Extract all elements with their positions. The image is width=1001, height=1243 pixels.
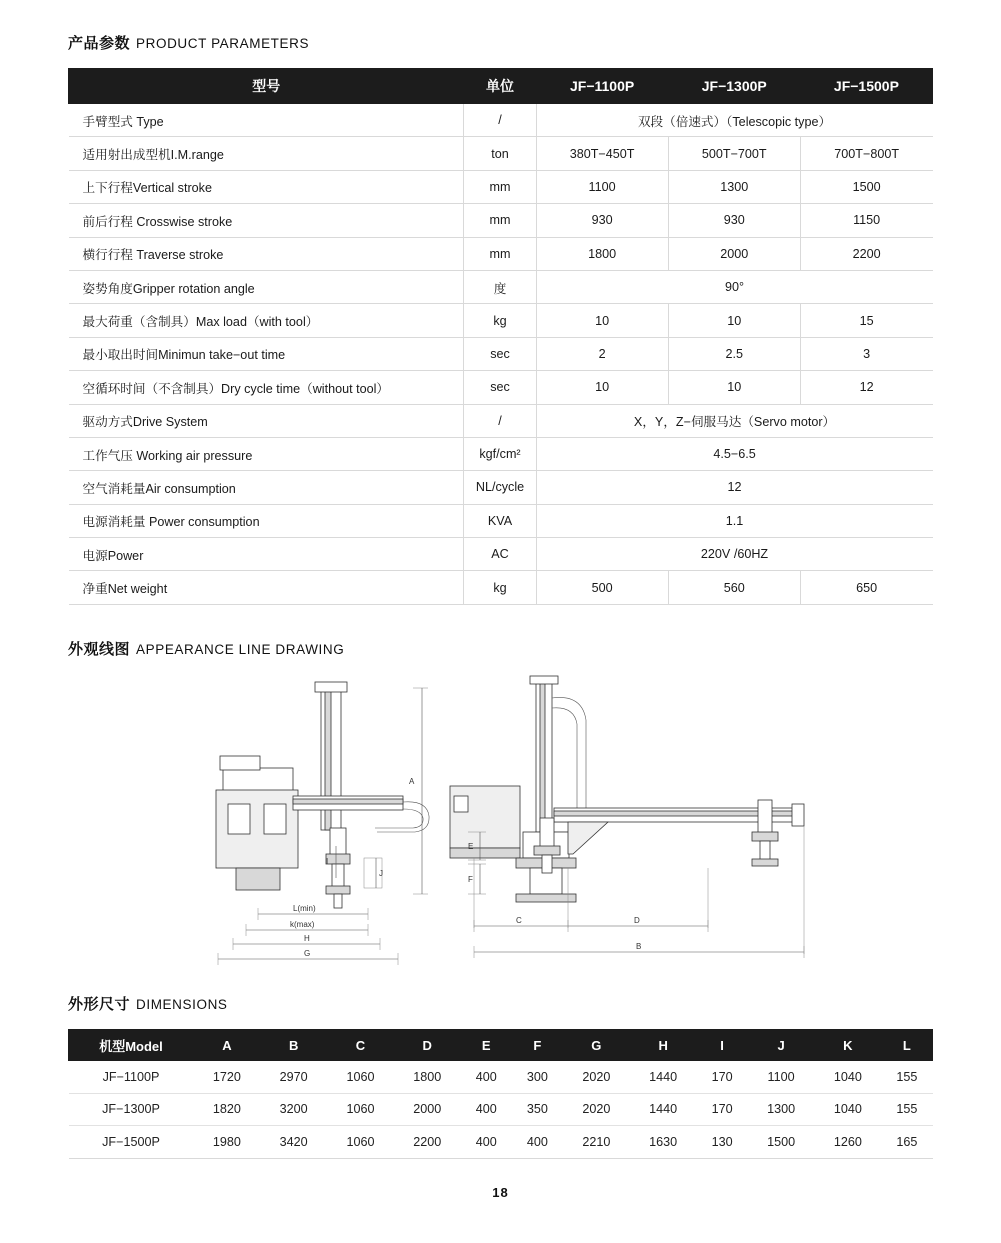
- row-value-jf1100p: 1100: [536, 170, 668, 203]
- dim-label-lmin: L(min): [293, 904, 316, 913]
- cell-a: 1980: [194, 1126, 261, 1159]
- header-jf1500p: JF−1500P: [800, 69, 932, 104]
- table-row: [69, 337, 933, 370]
- dim-label-b: B: [636, 942, 642, 951]
- cell-c: 1060: [327, 1061, 394, 1094]
- cell-c: 1060: [327, 1126, 394, 1159]
- row-unit: sec: [464, 337, 536, 370]
- row-unit: /: [464, 104, 536, 137]
- cell-model: JF−1500P: [69, 1126, 194, 1159]
- dim-label-kmax: k(max): [290, 920, 315, 929]
- cell-j: 1100: [748, 1061, 815, 1094]
- row-value-jf1300p: 10: [668, 371, 800, 404]
- cell-e: 400: [461, 1126, 512, 1159]
- row-unit: kg: [464, 304, 536, 337]
- row-value-jf1500p: 3: [800, 337, 932, 370]
- table-row: [69, 1061, 933, 1094]
- row-span-value: 双段（倍速式）（Telescopic type）: [536, 104, 932, 137]
- table-row: [69, 304, 933, 337]
- cell-k: 1040: [814, 1093, 881, 1126]
- dimensions-table-body: [69, 1061, 933, 1159]
- table-row: [69, 170, 933, 203]
- row-span-value: X，Y，Z−伺服马达（Servo motor）: [536, 404, 932, 437]
- header-f: F: [512, 1030, 563, 1061]
- row-value-jf1100p: 380T−450T: [536, 137, 668, 170]
- parameters-title-cn: 产品参数: [68, 35, 131, 52]
- row-value-jf1500p: 650: [800, 571, 932, 604]
- header-d: D: [394, 1030, 461, 1061]
- row-value-jf1500p: 700T−800T: [800, 137, 932, 170]
- cell-k: 1260: [814, 1126, 881, 1159]
- row-unit: sec: [464, 371, 536, 404]
- row-label: 空气消耗量Air consumption: [69, 471, 464, 504]
- cell-g: 2210: [563, 1126, 630, 1159]
- row-value-jf1300p: 500T−700T: [668, 137, 800, 170]
- row-value-jf1500p: 15: [800, 304, 932, 337]
- cell-h: 1440: [630, 1093, 697, 1126]
- cell-i: 130: [697, 1126, 748, 1159]
- cell-a: 1820: [194, 1093, 261, 1126]
- cell-l: 155: [881, 1093, 932, 1126]
- row-value-jf1300p: 10: [668, 304, 800, 337]
- row-span-value: 1.1: [536, 504, 932, 537]
- row-span-value: 90°: [536, 270, 932, 303]
- row-unit: 度: [464, 270, 536, 303]
- row-value-jf1100p: 1800: [536, 237, 668, 270]
- header-j: J: [748, 1030, 815, 1061]
- dim-label-e: E: [468, 842, 474, 851]
- cell-l: 165: [881, 1126, 932, 1159]
- table-row: [69, 471, 933, 504]
- cell-f: 400: [512, 1126, 563, 1159]
- header-c: C: [327, 1030, 394, 1061]
- row-label: 电源Power: [69, 538, 464, 571]
- header-h: H: [630, 1030, 697, 1061]
- dimensions-table-head: [69, 1030, 933, 1061]
- row-value-jf1100p: 10: [536, 304, 668, 337]
- cell-c: 1060: [327, 1093, 394, 1126]
- row-value-jf1300p: 2000: [668, 237, 800, 270]
- cell-k: 1040: [814, 1061, 881, 1094]
- row-unit: mm: [464, 170, 536, 203]
- row-unit: mm: [464, 237, 536, 270]
- row-value-jf1100p: 10: [536, 371, 668, 404]
- robot-drawing-svg: [68, 668, 933, 978]
- row-span-value: 12: [536, 471, 932, 504]
- dimensions-table: [68, 1029, 933, 1159]
- table-row: [69, 237, 933, 270]
- cell-b: 3200: [260, 1093, 327, 1126]
- cell-l: 155: [881, 1061, 932, 1094]
- table-row: [69, 504, 933, 537]
- row-label: 手臂型式 Type: [69, 104, 464, 137]
- table-row: [69, 571, 933, 604]
- row-span-value: 220V /60HZ: [536, 538, 932, 571]
- header-e: E: [461, 1030, 512, 1061]
- row-value-jf1100p: 2: [536, 337, 668, 370]
- dim-label-g: G: [304, 949, 311, 958]
- row-span-value: 4.5−6.5: [536, 437, 932, 470]
- parameters-table: [68, 68, 933, 605]
- cell-i: 170: [697, 1061, 748, 1094]
- table-row: [69, 1126, 933, 1159]
- table-row: [69, 437, 933, 470]
- cell-j: 1500: [748, 1126, 815, 1159]
- row-unit: NL/cycle: [464, 471, 536, 504]
- page-title-drawing: [68, 638, 344, 659]
- row-label: 最小取出时间Minimun take−out time: [69, 337, 464, 370]
- row-value-jf1500p: 1150: [800, 204, 932, 237]
- row-label: 电源消耗量 Power consumption: [69, 504, 464, 537]
- row-unit: AC: [464, 538, 536, 571]
- drawing-title-cn: 外观线图: [68, 641, 131, 658]
- page-title-parameters: [68, 32, 309, 53]
- row-label: 适用射出成型机I.M.range: [69, 137, 464, 170]
- dim-label-i: I: [326, 857, 329, 866]
- row-label: 姿势角度Gripper rotation angle: [69, 270, 464, 303]
- parameters-title-en: PRODUCT PARAMETERS: [136, 36, 310, 51]
- front-view-group: [450, 676, 804, 958]
- row-unit: kgf/cm²: [464, 437, 536, 470]
- row-value-jf1300p: 1300: [668, 170, 800, 203]
- cell-d: 1800: [394, 1061, 461, 1094]
- cell-model: JF−1300P: [69, 1093, 194, 1126]
- row-value-jf1500p: 2200: [800, 237, 932, 270]
- cell-i: 170: [697, 1093, 748, 1126]
- row-unit: KVA: [464, 504, 536, 537]
- row-label: 横行行程 Traverse stroke: [69, 237, 464, 270]
- row-label: 驱动方式Drive System: [69, 404, 464, 437]
- row-value-jf1300p: 930: [668, 204, 800, 237]
- header-a: A: [194, 1030, 261, 1061]
- cell-a: 1720: [194, 1061, 261, 1094]
- dimensions-title-en: DIMENSIONS: [136, 997, 228, 1012]
- row-unit: kg: [464, 571, 536, 604]
- row-label: 前后行程 Crosswise stroke: [69, 204, 464, 237]
- appearance-line-drawing: [68, 668, 933, 978]
- table-row: [69, 1093, 933, 1126]
- table-header-row: [69, 1030, 933, 1061]
- row-value-jf1100p: 500: [536, 571, 668, 604]
- cell-b: 3420: [260, 1126, 327, 1159]
- header-jf1300p: JF−1300P: [668, 69, 800, 104]
- parameters-table-body: [69, 104, 933, 605]
- row-unit: mm: [464, 204, 536, 237]
- table-row: [69, 538, 933, 571]
- header-b: B: [260, 1030, 327, 1061]
- row-label: 上下行程Vertical stroke: [69, 170, 464, 203]
- dimensions-title-cn: 外形尺寸: [68, 996, 131, 1013]
- cell-f: 350: [512, 1093, 563, 1126]
- header-l: L: [881, 1030, 932, 1061]
- row-value-jf1500p: 12: [800, 371, 932, 404]
- table-row: [69, 404, 933, 437]
- dim-label-h: H: [304, 934, 310, 943]
- cell-g: 2020: [563, 1061, 630, 1094]
- cell-f: 300: [512, 1061, 563, 1094]
- header-g: G: [563, 1030, 630, 1061]
- dim-label-f: F: [468, 875, 473, 884]
- table-row: [69, 371, 933, 404]
- row-label: 工作气压 Working air pressure: [69, 437, 464, 470]
- side-view-group: [216, 682, 429, 965]
- row-value-jf1500p: 1500: [800, 170, 932, 203]
- cell-d: 2200: [394, 1126, 461, 1159]
- table-row: [69, 270, 933, 303]
- cell-b: 2970: [260, 1061, 327, 1094]
- header-jf1100p: JF−1100P: [536, 69, 668, 104]
- row-value-jf1300p: 2.5: [668, 337, 800, 370]
- row-label: 净重Net weight: [69, 571, 464, 604]
- table-header-row: [69, 69, 933, 104]
- row-unit: /: [464, 404, 536, 437]
- row-value-jf1300p: 560: [668, 571, 800, 604]
- drawing-title-en: APPEARANCE LINE DRAWING: [136, 642, 345, 657]
- header-unit: 单位: [464, 69, 536, 104]
- cell-g: 2020: [563, 1093, 630, 1126]
- dim-label-j: J: [379, 869, 383, 878]
- row-unit: ton: [464, 137, 536, 170]
- page-title-dimensions: [68, 993, 228, 1014]
- parameters-table-head: [69, 69, 933, 104]
- page-number: 18: [492, 1185, 509, 1200]
- header-i: I: [697, 1030, 748, 1061]
- cell-h: 1440: [630, 1061, 697, 1094]
- row-value-jf1100p: 930: [536, 204, 668, 237]
- cell-e: 400: [461, 1061, 512, 1094]
- table-row: [69, 137, 933, 170]
- cell-h: 1630: [630, 1126, 697, 1159]
- cell-model: JF−1100P: [69, 1061, 194, 1094]
- row-label: 最大荷重（含制具）Max load（with tool）: [69, 304, 464, 337]
- header-k: K: [814, 1030, 881, 1061]
- row-label: 空循环时间（不含制具）Dry cycle time（without tool）: [69, 371, 464, 404]
- dim-label-d: D: [634, 916, 640, 925]
- cell-e: 400: [461, 1093, 512, 1126]
- cell-d: 2000: [394, 1093, 461, 1126]
- cell-j: 1300: [748, 1093, 815, 1126]
- header-model: 型号: [69, 69, 464, 104]
- dim-label-a: A: [409, 777, 415, 786]
- table-row: [69, 204, 933, 237]
- table-row: [69, 104, 933, 137]
- header-model: 机型Model: [69, 1030, 194, 1061]
- dim-label-c: C: [516, 916, 522, 925]
